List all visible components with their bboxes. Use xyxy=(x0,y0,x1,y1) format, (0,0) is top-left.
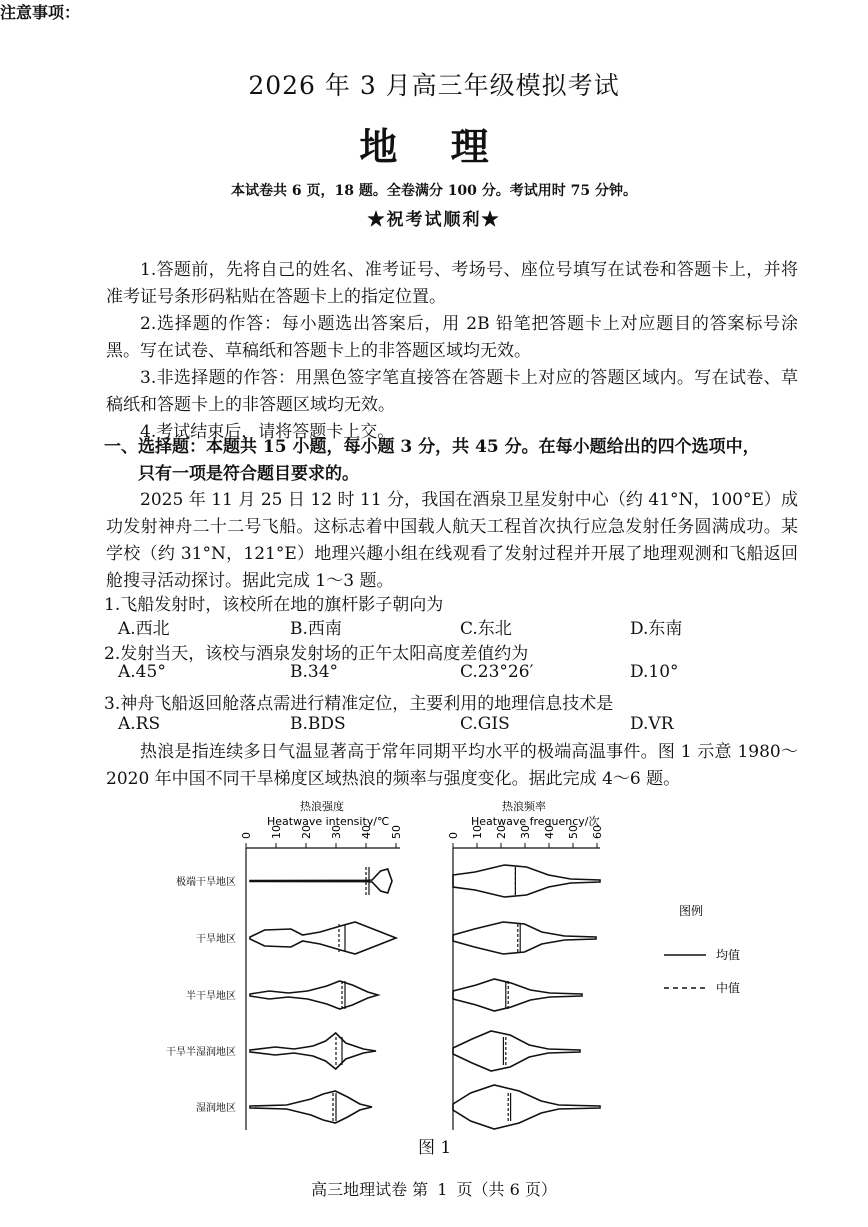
note-item-4: 4.考试结束后，请将答题卡上交。 xyxy=(140,422,395,442)
legend-median-label: 中值 xyxy=(716,981,741,995)
chart1-violin-1 xyxy=(250,869,392,893)
category-label: 干旱地区 xyxy=(196,934,236,945)
footer-text-2: 页（共 6 页） xyxy=(456,1180,557,1199)
footer-text-1: 高三地理试卷 第 xyxy=(311,1180,429,1199)
legend-title: 图例 xyxy=(679,904,704,918)
chart1-tick-label: 30 xyxy=(330,825,343,839)
question-2-stem: 2.发射当天，该校与酒泉发射场的正午太阳高度差值约为 xyxy=(104,644,529,664)
exam-title: 2026 年 3 月高三年级模拟考试 xyxy=(248,71,620,100)
chart2-title-cn: 热浪频率 xyxy=(502,800,546,813)
chart2-tick-label: 0 xyxy=(447,832,460,839)
chart1-violin-5 xyxy=(250,1091,372,1123)
question-1-stem: 1.飞船发射时，该校所在地的旗杆影子朝向为 xyxy=(104,595,444,615)
chart2-tick-label: 20 xyxy=(495,825,508,839)
chart2-tick-label: 40 xyxy=(543,825,556,839)
chart2-tick-label: 50 xyxy=(567,825,580,839)
passage-1: 2025 年 11 月 25 日 12 时 11 分，我国在酒泉卫星发射中心（约 41°N，100°E）成功发射神舟二十二号飞船。这标志着中国载人航天工程首次执行应急发射任务圆满成功。某学校（约 31°N，121°E）地理兴趣小组在线观看了发射过程并开展了地理观测和飞船返回舱搜寻活动探讨。据此完成 1～3 题。 xyxy=(106,490,798,591)
category-label: 半干旱地区 xyxy=(186,991,236,1002)
legend-mean-label: 均值 xyxy=(716,948,741,962)
chart1-tick-label: 10 xyxy=(270,825,283,839)
chart2-violin-4 xyxy=(453,1031,580,1071)
option-d[interactable]: D.10° xyxy=(630,662,679,682)
chart2-violin-5 xyxy=(453,1085,600,1129)
question-3-stem: 3.神舟飞船返回舱落点需进行精准定位，主要利用的地理信息技术是 xyxy=(104,694,614,714)
category-label: 干旱半湿润地区 xyxy=(166,1047,236,1058)
note-item-1: 1.答题前，先将自己的姓名、准考证号、考场号、座位号填写在试卷和答题卡上，并将准考证号条形码粘贴在答题卡上的指定位置。 xyxy=(106,260,798,307)
option-b[interactable]: B.BDS xyxy=(290,714,346,734)
option-d[interactable]: D.东南 xyxy=(630,619,683,639)
figure-caption: 图 1 xyxy=(418,1138,452,1158)
section-heading-line2: 只有一项是符合题目要求的。 xyxy=(138,464,359,484)
page-footer xyxy=(0,1177,868,1200)
option-a[interactable]: A.西北 xyxy=(118,619,170,639)
category-label: 极端干旱地区 xyxy=(176,877,236,888)
option-b[interactable]: B.34° xyxy=(290,662,339,682)
option-a[interactable]: A.RS xyxy=(118,714,161,734)
chart2-violin-2 xyxy=(453,922,596,954)
chart1-tick-label: 50 xyxy=(390,825,403,839)
chart1-title-en: Heatwave intensity/℃ xyxy=(267,815,390,828)
chart2-tick-label: 10 xyxy=(471,825,484,839)
option-c[interactable]: C.东北 xyxy=(460,619,512,639)
option-d[interactable]: D.VR xyxy=(630,714,674,734)
subject-title: 地 理 xyxy=(359,124,509,169)
notes-title: 注意事项： xyxy=(0,3,81,22)
section-heading-line1: 一、选择题：本题共 15 小题，每小题 3 分，共 45 分。在每小题给出的四个选项中， xyxy=(104,437,760,457)
footer-page-number: 1 xyxy=(437,1180,448,1199)
exam-info: 本试卷共 6 页，18 题。全卷满分 100 分。考试用时 75 分钟。 xyxy=(230,183,638,199)
chart1-tick-label: 0 xyxy=(240,832,253,839)
category-label: 湿润地区 xyxy=(196,1103,236,1114)
chart2-tick-label: 30 xyxy=(519,825,532,839)
option-c[interactable]: C.23°26′ xyxy=(460,662,534,682)
blessing-text: ★祝考试顺利★ xyxy=(367,210,501,230)
chart1-violin-2 xyxy=(250,922,396,954)
chart2-title-en: Heatwave frequency/次 xyxy=(471,815,600,828)
chart2-violin-3 xyxy=(453,979,582,1011)
passage-2: 热浪是指连续多日气温显著高于常年同期平均水平的极端高温事件。图 1 示意 1980～2020 年中国不同干旱梯度区域热浪的频率与强度变化。据此完成 4～6 题。 xyxy=(106,742,798,789)
option-c[interactable]: C.GIS xyxy=(460,714,510,734)
chart1-tick-label: 40 xyxy=(360,825,373,839)
option-b[interactable]: B.西南 xyxy=(290,619,342,639)
chart2-tick-label: 60 xyxy=(591,825,604,839)
chart1-tick-label: 20 xyxy=(300,825,313,839)
note-item-3: 3.非选择题的作答：用黑色签字笔直接答在答题卡上对应的答题区域内。写在试卷、草稿纸和答题卡上的非答题区域均无效。 xyxy=(106,368,798,415)
chart1-title-cn: 热浪强度 xyxy=(300,800,344,813)
chart1-violin-3 xyxy=(250,981,378,1009)
chart1-violin-4 xyxy=(250,1033,376,1069)
option-a[interactable]: A.45° xyxy=(118,662,166,682)
note-item-2: 2.选择题的作答：每小题选出答案后，用 2B 铅笔把答题卡上对应题目的答案标号涂黑。写在试卷、草稿纸和答题卡上的非答题区域均无效。 xyxy=(106,314,798,361)
chart2-violin-1 xyxy=(453,865,600,897)
